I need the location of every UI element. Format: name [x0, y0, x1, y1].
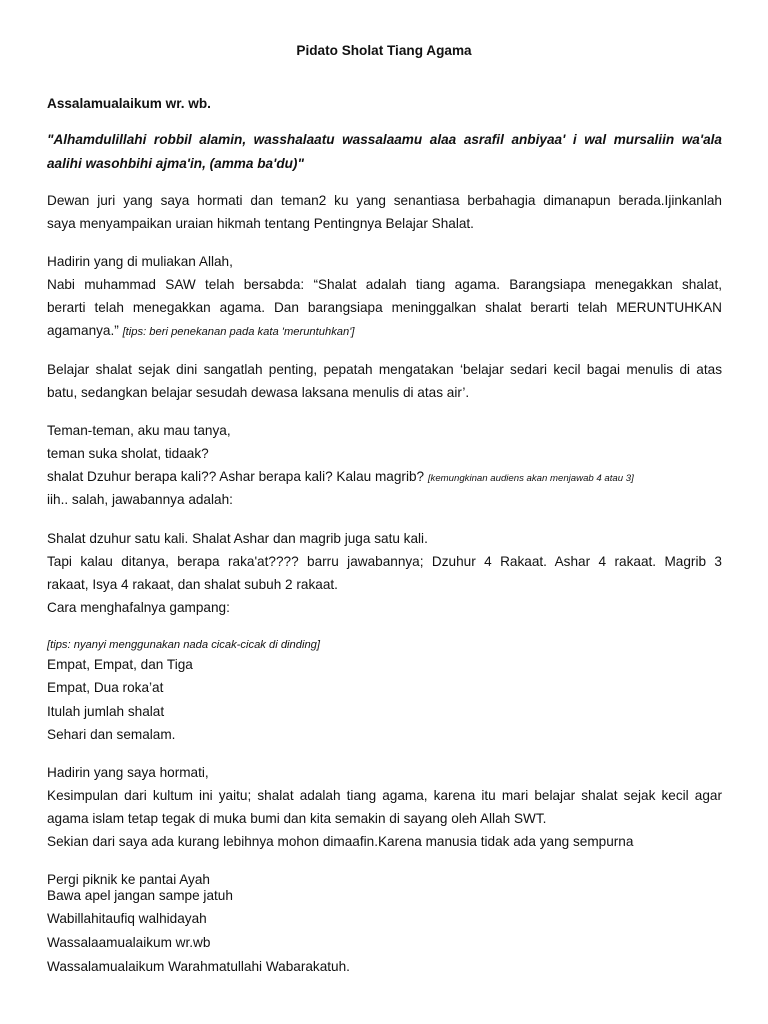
- song-line-2: Empat, Dua roka’at: [47, 680, 164, 695]
- paragraph-3-line-1: Belajar shalat sejak dini sangatlah penting, pepatah mengatakan ‘belajar sedari kecil bagai menulis di atas: [47, 362, 722, 377]
- paragraph-5-line-3: rakaat, Isya 4 rakaat, dan shalat subuh 2 rakaat.: [47, 577, 338, 592]
- paragraph-5-line-1: Shalat dzuhur satu kali. Shalat Ashar dan magrib juga satu kali.: [47, 531, 428, 546]
- closing-line-3: Wabillahitaufiq walhidayah: [47, 911, 207, 926]
- paragraph-2-line-4: [47, 322, 354, 341]
- song-line-1: Empat, Empat, dan Tiga: [47, 657, 193, 672]
- song-line-3: Itulah jumlah shalat: [47, 704, 165, 719]
- closing-line-2: Bawa apel jangan sampe jatuh: [47, 888, 233, 903]
- paragraph-4-line-1: Teman-teman, aku mau tanya,: [47, 423, 231, 438]
- document-title: Pidato Sholat Tiang Agama: [296, 43, 472, 58]
- paragraph-2-line-1: Hadirin yang di muliakan Allah,: [47, 254, 233, 269]
- song-line-4: Sehari dan semalam.: [47, 727, 176, 742]
- paragraph-6-line-3: agama islam tetap tegak di muka bumi dan kita semakin di sayang oleh Allah SWT.: [47, 811, 547, 826]
- paragraph-4-line-3: [47, 468, 634, 488]
- greeting: Assalamualaikum wr. wb.: [47, 96, 211, 111]
- paragraph-4-tip: [kemungkinan audiens akan menjawab 4 atau 3]: [427, 473, 634, 484]
- paragraph-2-tip: [tips: beri penekanan pada kata 'meruntuhkan']: [122, 326, 355, 338]
- paragraph-4-line-4: iih.. salah, jawabannya adalah:: [47, 492, 233, 507]
- paragraph-5-line-2: Tapi kalau ditanya, berapa raka'at???? barru jawabannya; Dzuhur 4 Rakaat. Ashar 4 rakaat. Magrib 3: [47, 554, 722, 569]
- paragraph-5-line-4: Cara menghafalnya gampang:: [47, 600, 230, 615]
- paragraph-2-line-4-text: agamanya.”: [47, 323, 119, 338]
- paragraph-2-line-2: Nabi muhammad SAW telah bersabda: “Shalat adalah tiang agama. Barangsiapa menegakkan shalat,: [47, 277, 722, 292]
- paragraph-6-line-2: Kesimpulan dari kultum ini yaitu; shalat adalah tiang agama, karena itu mari belajar shalat sejak kecil agar: [47, 788, 722, 803]
- paragraph-2-line-3: berarti telah menegakkan agama. Dan barangsiapa meninggalkan shalat berarti telah MERUNTUHKAN: [47, 300, 722, 315]
- paragraph-1-line-1: Dewan juri yang saya hormati dan teman2 ku yang senantiasa berbahagia dimanapun berada.Ijinkanlah: [47, 193, 722, 208]
- paragraph-4-line-3-text: shalat Dzuhur berapa kali?? Ashar berapa kali? Kalau magrib?: [47, 469, 425, 484]
- closing-line-1: Pergi piknik ke pantai Ayah: [47, 872, 210, 887]
- song-tip: [tips: nyanyi menggunakan nada cicak-cicak di dinding]: [47, 639, 321, 651]
- paragraph-1-line-2: saya menyampaikan uraian hikmah tentang Pentingnya Belajar Shalat.: [47, 216, 474, 231]
- opening-line-2: aalihi wasohbihi ajma'in, (amma ba'du)": [47, 156, 304, 171]
- paragraph-4-line-2: teman suka sholat, tidaak?: [47, 446, 209, 461]
- paragraph-6-line-1: Hadirin yang saya hormati,: [47, 765, 209, 780]
- closing-line-5: Wassalamualaikum Warahmatullahi Wabarakatuh.: [47, 959, 350, 974]
- opening-line-1: "Alhamdulillahi robbil alamin, wasshalaatu wassalaamu alaa asrafil anbiyaa' i wal mursaliin wa'ala: [47, 132, 722, 147]
- closing-line-4: Wassalaamualaikum wr.wb: [47, 935, 211, 950]
- paragraph-6-line-4: Sekian dari saya ada kurang lebihnya mohon dimaafin.Karena manusia tidak ada yang sempurna: [47, 834, 634, 849]
- paragraph-3-line-2: batu, sedangkan belajar sesudah dewasa laksana menulis di atas air’.: [47, 385, 470, 400]
